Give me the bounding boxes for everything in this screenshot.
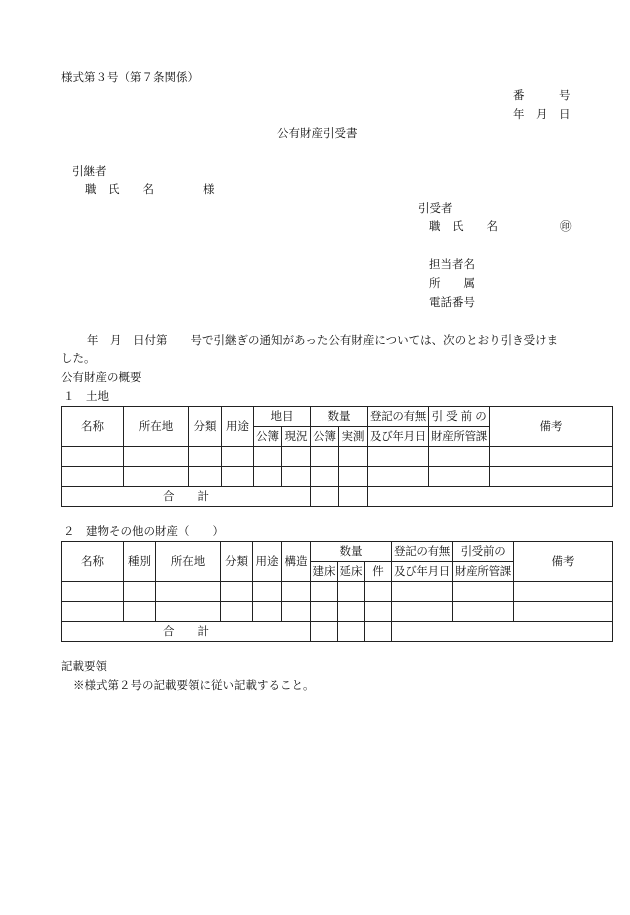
building-col-use: 用途 [253,542,282,582]
table-row [62,447,613,467]
land-col-remarks: 備考 [490,407,613,447]
form-number-label: 様式第３号（第７条関係） [61,70,199,84]
phone-number-label: 電話番号 [429,295,475,309]
land-col-qty-measured: 実測 [339,427,368,447]
sender-role: 引継者 [72,164,107,178]
notes-text: ※様式第２号の記載要領に従い記載すること。 [73,678,315,692]
table-row [62,582,613,602]
land-col-quantity: 数量 [311,407,368,427]
land-total-row [62,487,613,507]
building-header-row [62,542,613,562]
land-col-location: 所在地 [124,407,189,447]
land-table [61,406,613,507]
document-number-label: 番 号 [513,88,571,102]
building-col-registration-a: 登記の有無 [392,542,453,562]
building-col-count: 件 [365,562,392,582]
receiver-name-line: 職 氏 名 [429,219,498,233]
land-col-category: 分類 [189,407,222,447]
body-text-line-1: 年 月 日付第 号で引継ぎの通知があった公有財産については、次のとおり引き受けま [87,333,559,347]
building-col-prev-dept-b: 財産所管課 [453,562,514,582]
table-row [62,602,613,622]
land-col-prev-dept-b: 財産所管課 [429,427,490,447]
document-title: 公有財産引受書 [277,126,358,140]
land-col-land-current: 現況 [282,427,311,447]
department-label: 所 属 [429,276,475,290]
building-col-location: 所在地 [156,542,221,582]
sender-honorific: 様 [203,182,215,196]
land-col-use: 用途 [222,407,254,447]
land-total-label: 合 計 [62,487,311,507]
land-col-qty-register: 公簿 [311,427,339,447]
building-table [61,541,613,642]
seal-mark-icon: ㊞ [560,219,572,233]
building-col-remarks: 備考 [514,542,613,582]
building-col-quantity: 数量 [311,542,392,562]
land-header-row [62,407,613,427]
land-col-prev-dept-a: 引 受 前 の [429,407,490,427]
summary-heading: 公有財産の概要 [61,370,142,384]
section1-heading: １ 土地 [63,389,109,403]
receiver-role: 引受者 [418,201,453,215]
building-total-label: 合 計 [62,622,311,642]
table-row [62,467,613,487]
building-col-category: 分類 [221,542,253,582]
document-date-label: 年 月 日 [513,107,571,121]
land-col-land-register: 公簿 [254,427,282,447]
building-col-prev-dept-a: 引受前の [453,542,514,562]
building-col-floor-area: 建床 [311,562,338,582]
building-col-registration-b: 及び年月日 [392,562,453,582]
body-text-line-2: した。 [61,351,96,365]
sender-name-line: 職 氏 名 [85,182,154,196]
building-col-structure: 構造 [282,542,311,582]
land-col-land-type: 地目 [254,407,311,427]
building-col-kind: 種別 [124,542,156,582]
section2-heading: ２ 建物その他の財産（ ） [63,524,224,538]
building-total-row [62,622,613,642]
contact-person-label: 担当者名 [429,257,475,271]
building-col-name: 名称 [62,542,124,582]
notes-heading: 記載要領 [61,659,107,673]
building-col-total-floor: 延床 [338,562,365,582]
land-col-registration-b: 及び年月日 [368,427,429,447]
land-col-registration-a: 登記の有無 [368,407,429,427]
land-col-name: 名称 [62,407,124,447]
